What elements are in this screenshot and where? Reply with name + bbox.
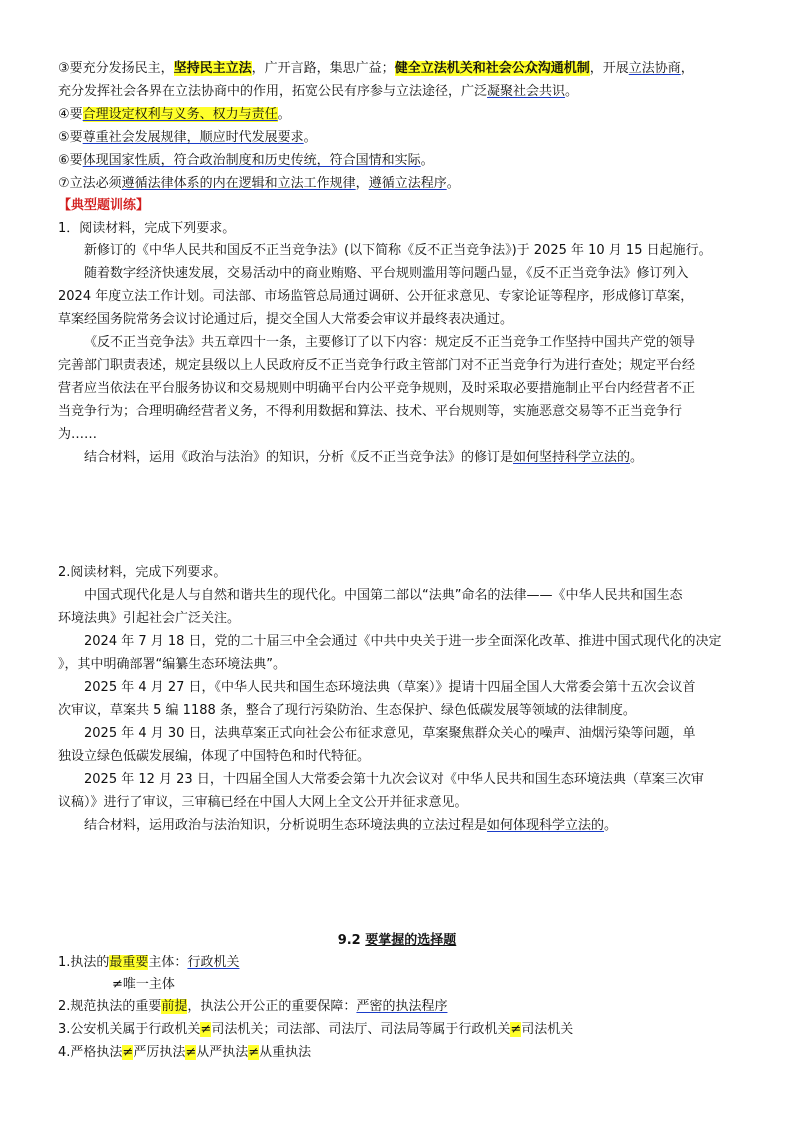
underlined-term: 体现国家性质，符合政治制度和历史传统，符合国情和实际 xyxy=(82,153,421,168)
text: ④要 xyxy=(58,107,83,122)
text: 。 xyxy=(277,107,291,122)
choice-item-3 xyxy=(58,1021,573,1038)
q2-paragraph-line: 2024 年 7 月 18 日，党的二十届三中全会通过《中共中央关于进一步全面深化改革、推进中国式现代化的决定 xyxy=(84,634,722,649)
text: ⑥要 xyxy=(58,153,83,168)
q1-paragraph-line: 《反不正当竞争法》共五章四十一条，主要修订了以下内容：规定反不正当竞争工作坚持中国共产党的领导 xyxy=(84,335,696,350)
q1-question xyxy=(84,449,643,466)
highlighted-term: 合理设定权利与义务、权力与责任 xyxy=(82,107,278,122)
text: ，执法公开公正的重要保障： xyxy=(187,999,357,1014)
not-equal-symbol: ≠ xyxy=(248,1045,260,1060)
principle-3-line-1 xyxy=(58,60,694,77)
underlined-term: 如何体现科学立法的 xyxy=(487,818,605,833)
not-equal-symbol: ≠ xyxy=(122,1045,134,1060)
principle-3-line-2 xyxy=(58,83,578,100)
principle-5 xyxy=(58,129,317,146)
underlined-term: 如何坚持科学立法的 xyxy=(513,450,631,465)
highlighted-term: 前提 xyxy=(161,999,188,1014)
underlined-term: 严密的执法程序 xyxy=(356,999,448,1014)
principle-6 xyxy=(58,152,434,169)
q2-title: 2.阅读材料，完成下列要求。 xyxy=(58,565,227,580)
underlined-term: 立法协商 xyxy=(628,61,681,76)
q1-paragraph-line: 当竞争行为；合理明确经营者义务，不得利用数据和算法、技术、平台规则等，实施恶意交易等不正当竞争行 xyxy=(58,404,683,419)
q1-paragraph-line: 完善部门职责表述，规定县级以上人民政府反不正当竞争行政主管部门对不正当竞争行为进行查处；规定平台经 xyxy=(58,358,696,373)
q1-paragraph-line: 营者应当依法在平台服务协议和交易规则中明确平台内公平竞争规则，及时采取必要措施制止平台内经营者不正 xyxy=(58,381,696,396)
q1-paragraph-line: 2024 年度立法工作计划。司法部、市场监管总局通过调研、公开征求意见、专家论证等程序，形成修订草案， xyxy=(58,289,694,304)
text: 3.公安机关属于行政机关 xyxy=(58,1022,201,1037)
text: ⑦立法必须 xyxy=(58,176,122,191)
text: 1.执法的 xyxy=(58,955,110,970)
text: 。 xyxy=(446,176,460,191)
text: 主体： xyxy=(148,955,188,970)
q1-paragraph-line: 草案经国务院常务会议讨论通过后，提交全国人大常委会审议并最终表决通过。 xyxy=(58,312,514,327)
text: ， xyxy=(355,176,369,191)
q1-paragraph-line: 随着数字经济快速发展，交易活动中的商业贿赂、平台规则滥用等问题凸显，《反不正当竞争法》修订列入 xyxy=(84,266,689,281)
not-equal-symbol: ≠ xyxy=(185,1045,197,1060)
highlighted-term: 健全立法机关和社会公众沟通机制 xyxy=(394,61,590,76)
q2-paragraph-line: 2025 年 4 月 30 日，法典草案正式向社会公布征求意见，草案聚焦群众关心的噪声、油烟污染等问题，单 xyxy=(84,726,696,741)
section-number: 9.2 xyxy=(337,933,366,948)
section-heading: 要掌握的选择题 xyxy=(365,933,457,948)
q2-paragraph-line: 2025 年 4 月 27 日，《中华人民共和国生态环境法典（草案）》提请十四届全国人大常委会第十五次会议首 xyxy=(84,680,696,695)
text: ， xyxy=(680,61,694,76)
text: 司法机关；司法部、司法厅、司法局等属于行政机关 xyxy=(211,1022,511,1037)
text: 4.严格执法 xyxy=(58,1045,123,1060)
underlined-term: 遵循立法程序 xyxy=(368,176,447,191)
underlined-term: 凝聚社会共识 xyxy=(487,84,566,99)
text: 司法机关 xyxy=(521,1022,574,1037)
q2-paragraph-line: 次审议，草案共 5 编 1188 条，整合了现行污染防治、生态保护、绿色低碳发展等领域的法律制度。 xyxy=(58,703,636,718)
q2-question xyxy=(84,817,617,834)
text: 结合材料，运用《政治与法治》的知识，分析《反不正当竞争法》的修订是 xyxy=(84,450,514,465)
q2-paragraph-line: 议稿）》进行了审议，三审稿已经在中国人大网上全文公开并征求意见。 xyxy=(58,795,468,810)
q1-paragraph-line: 新修订的《中华人民共和国反不正当竞争法》(以下简称《反不正当竞争法》)于 2025 年 10 月 15 日起施行。 xyxy=(84,243,712,258)
highlighted-term: 最重要 xyxy=(109,955,149,970)
choice-item-1 xyxy=(58,954,239,971)
underlined-term: 行政机关 xyxy=(187,955,240,970)
not-equal-symbol: ≠ xyxy=(200,1022,212,1037)
q2-paragraph-line: 独设立绿色低碳发展编，体现了中国特色和时代特征。 xyxy=(58,749,371,764)
not-equal-symbol: ≠ xyxy=(510,1022,522,1037)
text: 。 xyxy=(303,130,317,145)
text: 2.规范执法的重要 xyxy=(58,999,162,1014)
text: 。 xyxy=(630,450,644,465)
text: 。 xyxy=(420,153,434,168)
text: 。 xyxy=(604,818,618,833)
q2-paragraph-line: 》，其中明确部署“编纂生态环境法典”。 xyxy=(58,657,286,672)
text: 从严执法 xyxy=(196,1045,249,1060)
underlined-term: 遵循法律体系的内在逻辑和立法工作规律 xyxy=(121,176,356,191)
q2-paragraph-line: 中国式现代化是人与自然和谐共生的现代化。中国第二部以“法典”命名的法律——《中华人民共和国生态 xyxy=(84,588,683,603)
text: ③要充分发扬民主， xyxy=(58,61,174,76)
q2-paragraph-line: 环境法典》引起社会广泛关注。 xyxy=(58,611,241,626)
text: 。 xyxy=(565,84,579,99)
choice-item-2 xyxy=(58,998,447,1015)
principle-4 xyxy=(58,106,291,123)
choice-item-1-note: ≠唯一主体 xyxy=(112,977,175,992)
principle-7 xyxy=(58,175,460,192)
text: ⑤要 xyxy=(58,130,83,145)
text: 从重执法 xyxy=(259,1045,312,1060)
q1-paragraph-line: 为…… xyxy=(58,427,98,442)
q2-paragraph-line: 2025 年 12 月 23 日，十四届全国人大常委会第十九次会议对《中华人民共和国生态环境法典（草案三次审 xyxy=(84,772,704,787)
section-title xyxy=(0,932,794,949)
choice-item-4 xyxy=(58,1044,311,1061)
text: ，开展 xyxy=(589,61,629,76)
q1-title: 1．阅读材料，完成下列要求。 xyxy=(58,221,236,236)
text: 严厉执法 xyxy=(133,1045,186,1060)
text: ，广开言路，集思广益； xyxy=(251,61,395,76)
underlined-term: 尊重社会发展规律，顺应时代发展要求 xyxy=(82,130,304,145)
text: 充分发挥社会各界在立法协商中的作用，拓宽公民有序参与立法途径，广泛 xyxy=(58,84,488,99)
highlighted-term: 坚持民主立法 xyxy=(173,61,252,76)
typical-questions-heading: 【典型题训练】 xyxy=(58,198,150,213)
text: 结合材料，运用政治与法治知识，分析说明生态环境法典的立法过程是 xyxy=(84,818,488,833)
